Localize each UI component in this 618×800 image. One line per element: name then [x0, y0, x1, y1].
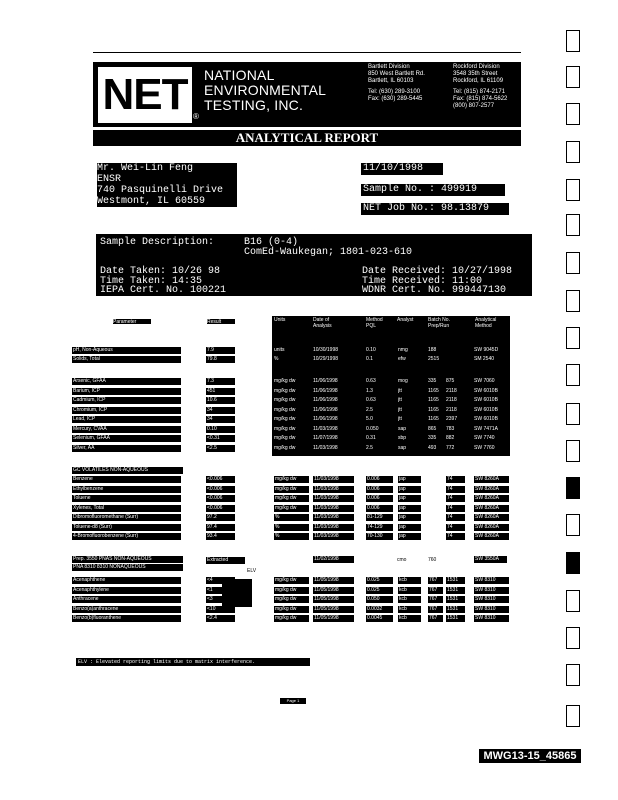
table-cell-r: <0.006: [206, 505, 235, 512]
binder-tab: [566, 327, 580, 349]
table-cell-b1: 767: [428, 577, 443, 584]
table-cell-d: 11/06/1998: [313, 406, 338, 413]
table-cell-m: SW 8260A: [474, 476, 509, 483]
time-taken: Time Taken: 14:35: [100, 276, 203, 287]
table-cell-a: nmg: [398, 347, 408, 353]
table-cell-b1: 767: [428, 587, 443, 594]
org-line: ENVIRONMENTAL: [204, 82, 327, 98]
table-cell-b1: 1165: [428, 406, 439, 413]
table-cell-a: efw: [398, 356, 406, 362]
table-cell-b2: 2397: [446, 416, 458, 422]
table-cell-b2: 1531: [446, 596, 465, 603]
office-line: Fax: (815) 874-5622: [453, 96, 508, 102]
rockford-office: [453, 64, 507, 110]
org-line: TESTING, INC.: [204, 97, 304, 113]
table-cell-r: <4: [206, 577, 235, 584]
table-cell-r: <0.31: [206, 435, 235, 442]
table-cell-u: mg/kg dw: [274, 425, 296, 432]
table-cell-m: SW 8310: [474, 606, 509, 613]
report-title: ANALYTICAL REPORT: [93, 130, 521, 146]
table-cell-d: 11/03/1998: [313, 505, 354, 512]
table-cell-q: 0.0045: [366, 615, 393, 622]
table-cell-d: 11/06/1998: [313, 397, 338, 403]
table-cell-r: 451: [206, 388, 235, 395]
table-cell-d: 11/05/1998: [313, 577, 354, 584]
table-cell-p: Dibromofluoromethane (Surr): [72, 514, 181, 521]
net-logo: NET: [98, 67, 192, 123]
table-cell-b2: 1531: [446, 577, 465, 584]
office-line: Tel: (815) 874-2171: [453, 89, 506, 95]
report-date: 11/10/1998: [361, 163, 443, 175]
binder-tab: [566, 440, 580, 462]
table-cell-u: mg/kg dw: [274, 486, 309, 493]
table-cell-d: 11/03/1998: [313, 514, 354, 521]
office-line: Bartlett, IL 60103: [368, 78, 414, 84]
table-cell-b1: 493: [428, 444, 437, 451]
table-cell-p: Barium, ICP: [72, 388, 181, 395]
pna-elv: ELV: [247, 568, 257, 574]
binder-tab: [566, 30, 580, 52]
table-cell-m: SM 2540: [474, 356, 495, 362]
table-cell-b1: 335: [428, 435, 437, 441]
client-address: [97, 163, 237, 207]
description-line2: ComEd-Waukegan; 1801-023-610: [244, 247, 413, 258]
table-cell-b2: 772: [446, 444, 455, 451]
binder-tab: [566, 514, 580, 536]
table-cell-b2: 74: [446, 495, 465, 502]
table-cell-a: jtt: [398, 397, 402, 403]
table-cell-b1: 188: [428, 347, 437, 353]
table-cell-p: Toluene-d8 (Surr): [72, 524, 181, 531]
table-cell-r: 0.10: [206, 426, 235, 433]
table-cell-r: 10.6: [206, 397, 235, 404]
table-cell-a: jap: [398, 486, 421, 493]
client-line: ENSR: [97, 174, 122, 185]
table-cell-m: SW 7760: [474, 444, 495, 451]
table-cell-b2: 2118: [446, 406, 457, 413]
table-cell-u: %: [274, 356, 279, 362]
table-cell-r: <2.5: [206, 445, 235, 452]
table-cell-a: sbp: [398, 435, 407, 441]
office-line: Rockford Division: [453, 64, 500, 70]
table-cell-m: SW 8310: [474, 577, 509, 584]
description-line1: B16 (0-4): [244, 237, 299, 248]
table-cell-q: 0.10: [366, 347, 376, 353]
table-cell-p: Solids, Total: [72, 356, 181, 363]
net-job-no: [361, 203, 509, 215]
table-cell-b1: 767: [428, 606, 443, 613]
table-cell-a: sap: [398, 444, 407, 451]
table-cell-b1: 767: [428, 615, 443, 622]
table-cell-u: %: [274, 524, 309, 531]
table-cell-q: 0.050: [366, 425, 379, 432]
table-cell-u: mg/kg dw: [274, 444, 296, 451]
table-cell-a: jap: [398, 524, 421, 531]
table-cell-b2: [446, 347, 464, 354]
table-cell-d: 11/05/1998: [313, 615, 354, 622]
table-cell-d: 11/06/1998: [313, 416, 338, 422]
table-cell-u: mg/kg dw: [274, 606, 309, 613]
date-taken: Date Taken: 10/26 98: [100, 266, 221, 277]
table-cell-q: 2.5: [366, 406, 373, 413]
table-cell-b2: 74: [446, 514, 465, 521]
table-cell-b2: 783: [446, 425, 455, 432]
header-parameter: Parameter: [113, 319, 151, 324]
client-line: Mr. Wei-Lin Feng: [97, 163, 194, 174]
volatiles-heading: GC VOLATILES NON-AQUEOUS: [72, 467, 183, 474]
table-cell-p: 4-Bromofluorobenzene (Surr): [72, 533, 181, 540]
header-result: Result: [207, 319, 235, 324]
table-cell-q: 0.006: [366, 486, 393, 493]
table-cell-r: <3: [206, 596, 235, 603]
table-cell-m: SW 8260A: [474, 505, 509, 512]
table-cell-b2: 875: [446, 378, 455, 384]
table-cell-m: SW 8260A: [474, 524, 509, 531]
table-cell-b2: 1531: [446, 587, 465, 594]
table-cell-m: SW 6010B: [474, 406, 498, 413]
pna-heading-2: PNA 8310 8310 NONAQUEOUS: [72, 564, 183, 571]
table-cell-b1: [428, 505, 442, 512]
header-line: Date of: [313, 317, 330, 323]
office-line: Bartlett Division: [368, 64, 410, 70]
registered-mark-icon: ®: [193, 112, 199, 121]
table-cell-d: 11/03/1998: [313, 486, 354, 493]
table-cell-q: 0.050: [366, 596, 393, 603]
binder-tab: [566, 141, 580, 163]
table-cell-u: %: [274, 514, 309, 521]
office-line: Rockford, IL 61109: [453, 78, 504, 84]
date-received: Date Received: 10/27/1998: [362, 266, 513, 277]
table-cell-d: 11/05/1998: [313, 596, 354, 603]
net-job-label: NET Job No.:: [363, 203, 436, 214]
table-cell-m: SW 6010B: [474, 416, 498, 422]
footnote: ELV : Elevated reporting limits due to matrix interference.: [76, 658, 310, 666]
table-cell-u: mg/kg dw: [274, 387, 296, 394]
table-cell-q: 0.025: [366, 577, 393, 584]
table-cell-u: mg/kg dw: [274, 615, 309, 622]
binder-tab: [566, 627, 580, 649]
table-cell-p: Cadmium, ICP: [72, 397, 181, 404]
table-cell-d: 11/05/1998: [313, 606, 354, 613]
table-cell-r: 7.3: [206, 378, 235, 385]
table-cell-d: 11/03/1998: [313, 425, 338, 432]
table-cell-q: 0.006: [366, 505, 393, 512]
pna-date: 11/02/1998: [313, 556, 354, 563]
org-line: NATIONAL: [204, 67, 275, 83]
table-cell-r: 7.9: [206, 347, 235, 354]
table-cell-d: 11/03/1998: [313, 533, 354, 540]
binder-tab: [566, 664, 580, 686]
header-line: Method: [475, 323, 492, 329]
table-cell-q: 0.006: [366, 476, 393, 483]
binder-tab: [566, 252, 580, 274]
binder-tab: [566, 364, 580, 386]
pna-analyst: cmo: [397, 557, 407, 563]
table-cell-p: Benzo(b)fluoranthene: [72, 615, 181, 622]
header-analytical-method: [475, 317, 496, 329]
table-cell-u: mg/kg dw: [274, 505, 309, 512]
table-cell-b2: 1531: [446, 615, 465, 622]
table-cell-m: SW 7740: [474, 435, 495, 441]
table-cell-b1: [428, 533, 442, 540]
table-cell-d: 11/03/1998: [313, 524, 354, 531]
table-cell-u: units: [274, 347, 285, 353]
binder-tab: [566, 403, 580, 425]
table-cell-m: SW 8260A: [474, 486, 509, 493]
table-cell-m: SW 7471A: [474, 425, 498, 432]
table-cell-u: mg/kg dw: [274, 378, 296, 384]
binder-tab: [566, 705, 580, 727]
net-job-value: 98.13879: [441, 203, 490, 214]
table-cell-p: Ethylbenzene: [72, 486, 181, 493]
table-cell-a: jap: [398, 476, 421, 483]
table-cell-p: Anthracene: [72, 596, 181, 603]
table-cell-a: jtt: [398, 387, 402, 394]
table-cell-q: 0.63: [366, 397, 376, 403]
table-cell-a: jap: [398, 533, 421, 540]
table-cell-b1: [428, 486, 442, 493]
table-cell-u: mg/kg dw: [274, 416, 296, 422]
binder-tab: [566, 552, 580, 574]
table-cell-d: 11/07/1998: [313, 435, 338, 441]
table-cell-q: 0.0032: [366, 606, 393, 613]
table-cell-b1: 2515: [428, 356, 440, 362]
table-cell-r: 34: [206, 407, 235, 414]
table-cell-q: 0.025: [366, 587, 393, 594]
table-cell-b1: 1165: [428, 416, 439, 422]
table-cell-a: kcb: [398, 596, 421, 603]
pna-method: SW 3550A: [474, 556, 507, 563]
table-cell-r: 97.4: [206, 524, 235, 531]
table-cell-u: %: [274, 533, 309, 540]
header-batch: [428, 317, 450, 329]
table-cell-b2: [446, 356, 464, 363]
table-cell-q: 70-130: [366, 533, 393, 540]
table-cell-b2: 1531: [446, 606, 465, 613]
table-cell-b2: 2118: [446, 387, 457, 394]
table-cell-p: Arsenic, GFAA: [72, 378, 181, 385]
client-line: 740 Pasquinelli Drive: [97, 185, 224, 196]
table-cell-d: 11/06/1998: [313, 387, 338, 394]
sample-no-value: 499919: [441, 184, 478, 195]
table-cell-q: 0.31: [366, 435, 376, 441]
bartlett-office: [368, 64, 425, 103]
document-id: MWG13-15_45865: [479, 749, 581, 763]
table-cell-b1: 1165: [428, 387, 439, 394]
table-cell-r: <0.006: [206, 486, 235, 493]
table-cell-r: <0.006: [206, 476, 235, 483]
pna-extracted: Extracted: [206, 557, 245, 564]
table-cell-q: 81-129: [366, 514, 393, 521]
header-date-of-analysis: [313, 317, 332, 329]
header-line: Method: [366, 317, 383, 323]
table-cell-m: SW 8260A: [474, 533, 509, 540]
table-cell-u: mg/kg dw: [274, 406, 296, 413]
table-cell-m: SW 8260A: [474, 495, 509, 502]
table-cell-u: mg/kg dw: [274, 596, 309, 603]
header-line: Prep/Run: [428, 323, 450, 329]
office-line: 3548 35th Street: [453, 71, 498, 77]
table-cell-d: 11/03/1998: [313, 476, 354, 483]
table-cell-m: SW 8310: [474, 587, 509, 594]
table-cell-u: mg/kg dw: [274, 495, 309, 502]
header-method-pql: [366, 317, 383, 329]
table-cell-r: 34: [206, 416, 235, 423]
table-cell-r: <10: [206, 606, 235, 613]
table-cell-m: SW 8310: [474, 615, 509, 622]
table-cell-q: 5.0: [366, 416, 373, 422]
sample-no-label: Sample No. :: [363, 184, 436, 195]
table-cell-b1: 767: [428, 596, 443, 603]
table-cell-a: jap: [398, 495, 421, 502]
org-name: [204, 68, 326, 113]
table-cell-p: Xylenes, Total: [72, 505, 181, 512]
description-label: Sample Description:: [100, 237, 215, 248]
table-cell-a: kcb: [398, 615, 421, 622]
sample-description-box: [96, 234, 532, 296]
table-cell-p: Benzo(a)anthracene: [72, 606, 181, 613]
table-cell-d: 10/29/1998: [313, 356, 339, 362]
table-cell-a: kcb: [398, 606, 421, 613]
header-units: Units: [274, 317, 286, 323]
table-cell-a: jtt: [398, 406, 402, 413]
table-cell-m: SW 6010B: [474, 387, 498, 394]
table-cell-a: jap: [398, 505, 421, 512]
table-cell-m: SW 9045D: [474, 347, 499, 353]
table-cell-u: mg/kg dw: [274, 577, 309, 584]
office-line: Fax: (630) 289-5445: [368, 96, 423, 102]
table-cell-p: Lead, ICP: [72, 416, 181, 423]
office-line: Tel: (630) 289-3100: [368, 89, 421, 95]
table-cell-q: 0.006: [366, 495, 393, 502]
table-cell-p: Silver, AA: [72, 445, 181, 452]
table-cell-p: pH, Non-Aqueous: [72, 347, 181, 354]
table-cell-p: Benzene: [72, 476, 181, 483]
table-cell-b2: 74: [446, 524, 465, 531]
table-cell-b2: 74: [446, 505, 465, 512]
header-line: Analysis: [313, 323, 332, 329]
table-cell-q: 2.5: [366, 444, 373, 451]
table-cell-d: 11/03/1998: [313, 495, 354, 502]
pna-batch: 760: [428, 557, 437, 563]
table-cell-d: 10/30/1998: [313, 347, 339, 353]
table-cell-q: 0.63: [366, 378, 376, 384]
office-line: (800) 807-2577: [453, 103, 495, 109]
table-cell-u: mg/kg dw: [274, 435, 296, 441]
table-cell-b1: [428, 476, 442, 483]
table-cell-m: SW 8310: [474, 596, 509, 603]
header-analyst: Analyst: [397, 317, 414, 323]
table-cell-b1: 1165: [428, 397, 439, 403]
table-cell-u: mg/kg dw: [274, 397, 296, 403]
binder-tab: [566, 477, 580, 499]
table-cell-q: 1.3: [366, 387, 373, 394]
table-cell-m: SW 8260A: [474, 514, 509, 521]
pna-heading-1: Prep. 3550 PNAS NON-AQUEOUS: [72, 556, 183, 563]
table-cell-a: kcb: [398, 587, 421, 594]
letterhead: [93, 62, 521, 127]
table-cell-r: <0.006: [206, 495, 235, 502]
table-cell-p: Selenium, GFAA: [72, 435, 181, 442]
sample-no: [361, 184, 505, 196]
page-marker: Page 1: [280, 698, 306, 704]
table-cell-d: 11/03/1998: [313, 444, 338, 451]
table-cell-r: <2.4: [206, 615, 235, 622]
header-line: Batch No.: [428, 317, 450, 323]
wdnr-cert: WDNR Cert. No. 999447130: [362, 285, 507, 296]
table-cell-d: 11/06/1998: [313, 378, 338, 384]
table-cell-b1: [428, 495, 442, 502]
table-cell-p: Acenaphthylene: [72, 587, 181, 594]
table-cell-b1: 865: [428, 425, 437, 432]
table-cell-a: sap: [398, 425, 407, 432]
header-line: PQL: [366, 323, 377, 329]
table-cell-m: SW 7060: [474, 378, 495, 384]
table-cell-p: Toluene: [72, 495, 181, 502]
binder-tab: [566, 290, 580, 312]
table-cell-u: mg/kg dw: [274, 476, 309, 483]
table-cell-u: mg/kg dw: [274, 587, 309, 594]
table-cell-d: 11/05/1998: [313, 587, 354, 594]
table-cell-a: mog: [398, 378, 408, 384]
binder-tab: [566, 66, 580, 88]
binder-tab: [566, 103, 580, 125]
office-line: 850 West Bartlett Rd.: [368, 71, 425, 77]
table-cell-p: Chromium, ICP: [72, 407, 181, 414]
time-received: Time Received: 11:00: [362, 276, 483, 287]
table-cell-b1: 335: [428, 378, 437, 384]
table-cell-a: kcb: [398, 577, 421, 584]
top-rule: [93, 52, 521, 53]
table-cell-r: 97.2: [206, 514, 235, 521]
table-cell-p: Acenaphthene: [72, 577, 181, 584]
table-cell-r: 93.4: [206, 533, 235, 540]
table-cell-b2: 74: [446, 476, 465, 483]
iepa-cert: IEPA Cert. No. 100221: [100, 285, 227, 296]
table-cell-q: 74-129: [366, 524, 393, 531]
header-line: Analytical: [475, 317, 497, 323]
table-cell-q: 0.1: [366, 356, 373, 362]
table-cell-a: jtt: [398, 416, 402, 422]
table-cell-b2: 74: [446, 486, 465, 493]
table-cell-b1: [428, 524, 442, 531]
table-cell-a: jap: [398, 514, 421, 521]
client-line: Westmont, IL 60559: [97, 196, 206, 207]
binder-tab: [566, 179, 580, 201]
table-cell-p: Mercury, CVAA: [72, 426, 181, 433]
table-cell-b1: [428, 514, 442, 521]
table-cell-m: SW 6010B: [474, 397, 498, 403]
binder-tab: [566, 214, 580, 236]
table-cell-b2: 74: [446, 533, 465, 540]
table-cell-b2: 882: [446, 435, 455, 441]
table-cell-r: <1: [206, 587, 235, 594]
table-cell-b2: 2118: [446, 397, 457, 403]
table-cell-r: 79.8: [206, 356, 235, 363]
binder-tab: [566, 590, 580, 612]
